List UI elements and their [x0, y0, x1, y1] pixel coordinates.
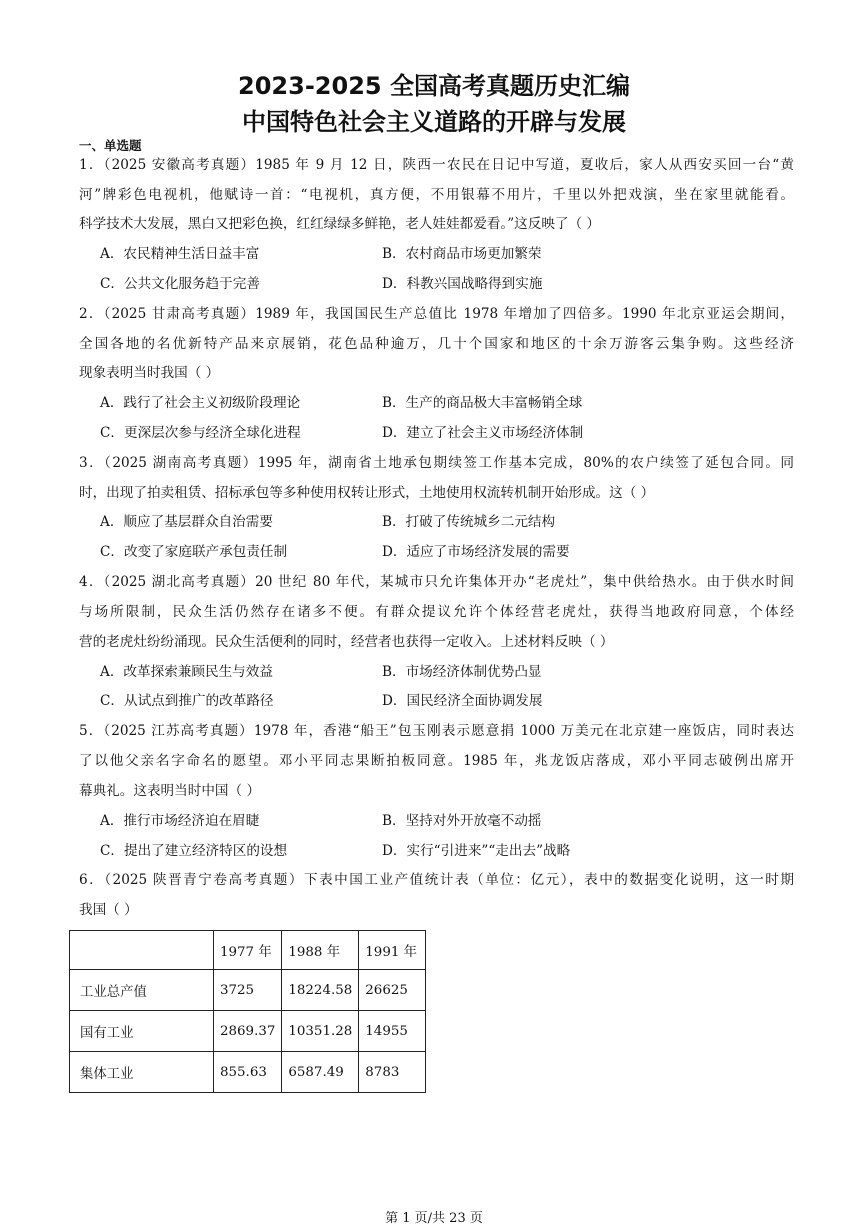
table-cell: 6587.49 [282, 1052, 359, 1093]
q4-option-c: C．从试点到推广的改革路径 [100, 693, 274, 709]
table-row [70, 1052, 426, 1093]
q3-line: 3．（2025 湖南高考真题）1995 年，湖南省土地承包期续签工作基本完成，80%的农户续签了延包合同。同 [79, 455, 794, 471]
q1-line: 科学技术大发展，黑白又把彩色换，红红绿绿多鲜艳，老人娃娃都爱看。”这反映了（ ） [79, 216, 601, 232]
q2-line: 2．（2025 甘肃高考真题）1989 年，我国国民生产总值比 1978 年增加了四倍多。1990 年北京亚运会期间， [79, 306, 794, 322]
q1-option-d: D．科教兴国战略得到实施 [382, 276, 543, 292]
q5-option-a: A．推行市场经济迫在眉睫 [100, 813, 260, 829]
table-header-cell: 1977 年 [214, 931, 282, 970]
q3-line: 时，出现了拍卖租赁、招标承包等多种使用权转让形式，土地使用权流转机制开始形成。这（ ） [79, 485, 655, 501]
q2-option-a: A．践行了社会主义初级阶段理论 [100, 395, 301, 411]
q4-line: 营的老虎灶纷纷涌现。民众生活便利的同时，经营者也获得一定收入。上述材料反映（ ） [79, 634, 614, 650]
page-subtitle: 中国特色社会主义道路的开辟与发展 [242, 108, 626, 136]
q5-line: 幕典礼。这表明当时中国（ ） [79, 783, 261, 799]
q6-line: 我国（ ） [79, 902, 138, 918]
q5-option-c: C．提出了建立经济特区的设想 [100, 843, 288, 859]
q1-option-c: C．公共文化服务趋于完善 [100, 276, 260, 292]
q3-option-a: A．顺应了基层群众自治需要 [100, 514, 273, 530]
table-header-cell: 1991 年 [359, 931, 426, 970]
q4-line: 与场所限制，民众生活仍然存在诸多不便。有群众提议允许个体经营老虎灶，获得当地政府同意，个体经 [79, 604, 794, 620]
q4-option-d: D．国民经济全面协调发展 [382, 693, 543, 709]
q1-line: 河”牌彩色电视机，他赋诗一首：“电视机，真方便，不用银幕不用片，千里以外把戏演，坐在家里就能看。 [79, 187, 794, 203]
q2-option-d: D．建立了社会主义市场经济体制 [382, 425, 584, 441]
table-cell: 10351.28 [282, 1011, 359, 1052]
q6-line: 6．（2025 陕晋青宁卷高考真题）下表中国工业产值统计表（单位：亿元），表中的数据变化说明，这一时期 [79, 872, 794, 888]
q3-option-c: C．改变了家庭联产承包责任制 [100, 544, 288, 560]
table-cell: 18224.58 [282, 970, 359, 1011]
table-header-row [70, 931, 426, 970]
q1-option-b: B．农村商品市场更加繁荣 [382, 246, 542, 262]
q4-line: 4．（2025 湖北高考真题）20 世纪 80 年代，某城市只允许集体开办“老虎灶”，集中供给热水。由于供水时间 [79, 574, 794, 590]
q3-option-b: B．打破了传统城乡二元结构 [382, 514, 556, 530]
industrial-output-table [69, 930, 426, 1093]
q4-option-b: B．市场经济体制优势凸显 [382, 664, 542, 680]
table-cell: 855.63 [214, 1052, 282, 1093]
q1-option-a: A．农民精神生活日益丰富 [100, 246, 260, 262]
q1-line: 1．（2025 安徽高考真题）1985 年 9 月 12 日，陕西一农民在日记中写道，夏收后，家人从西安买回一台“黄 [79, 157, 794, 173]
q2-line: 现象表明当时我国（ ） [79, 365, 220, 381]
q2-option-c: C．更深层次参与经济全球化进程 [100, 425, 301, 441]
q5-line: 了以他父亲名字命名的愿望。邓小平同志果断拍板同意。1985 年，兆龙饭店落成，邓小平同志破例出席开 [79, 753, 794, 769]
table-header-cell: 1988 年 [282, 931, 359, 970]
table-row [70, 970, 426, 1011]
table-cell: 集体工业 [70, 1052, 214, 1093]
table-cell: 8783 [359, 1052, 426, 1093]
table-cell: 国有工业 [70, 1011, 214, 1052]
q5-option-d: D．实行“引进来”“走出去”战略 [382, 843, 571, 859]
table-header-cell [70, 931, 214, 970]
q3-option-d: D．适应了市场经济发展的需要 [382, 544, 570, 560]
table-cell: 26625 [359, 970, 426, 1011]
q2-line: 全国各地的名优新特产品来京展销，花色品种逾万，几十个国家和地区的十余万游客云集争购。这些经济 [79, 336, 794, 352]
q5-line: 5．（2025 江苏高考真题）1978 年，香港“船王”包玉刚表示愿意捐 1000 万美元在北京建一座饭店，同时表达 [79, 723, 794, 739]
q5-option-b: B．坚持对外开放毫不动摇 [382, 813, 542, 829]
table-cell: 2869.37 [214, 1011, 282, 1052]
table-cell: 3725 [214, 970, 282, 1011]
table-cell: 工业总产值 [70, 970, 214, 1011]
page-title: 2023-2025 全国高考真题历史汇编 [238, 72, 630, 100]
q2-option-b: B．生产的商品极大丰富畅销全球 [382, 395, 583, 411]
section-heading: 一、单选题 [79, 138, 142, 153]
page-number-footer: 第 1 页/共 23 页 [385, 1211, 483, 1226]
table-row [70, 1011, 426, 1052]
table-cell: 14955 [359, 1011, 426, 1052]
q4-option-a: A．改革探索兼顾民生与效益 [100, 664, 273, 680]
